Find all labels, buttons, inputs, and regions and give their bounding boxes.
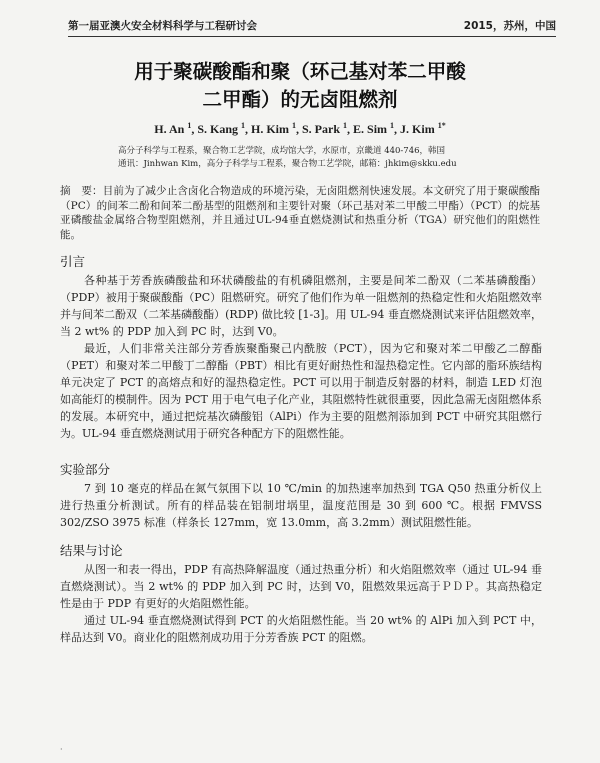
abstract-text: 目前为了减少止含卤化合物造成的环境污染，无卤阻燃剂快速发展。本文研究了用于聚碳酸酯（PC）的间苯二酚和间苯二酚基型的阻燃剂和主要针对聚（环己基对苯二甲酸二甲酯）（PCT）的烷基亚磷酸盐金属络合物型阻燃剂，并且通过UL-94垂直燃烧测试和热重分析（TGA）研究他们的阻燃性能。 — [60, 185, 541, 241]
affiliation-line: 高分子科学与工程系，聚合物工艺学院，成均馆大学，水原市，京畿道 440-746，韩国 — [118, 146, 446, 156]
correspondence-line: 通讯：Jinhwan Kim，高分子科学与工程系，聚合物工艺学院，邮箱：jhkim@skku.edu — [118, 159, 457, 169]
running-header — [68, 18, 556, 37]
paper-title — [100, 58, 500, 114]
conference-info: 2015，苏州，中国 — [463, 20, 556, 32]
page-mark: · — [60, 745, 63, 754]
author-list: H. An $^1$, S. Kang $^1$, H. Kim $^1$, S. Park $^1$, E. Sim $^1$, J. Kim $^{1*}$ — [154, 121, 446, 136]
author: H. An $^1$ — [154, 121, 192, 136]
title-line-2: 二甲酯）的无卤阻燃剂 — [202, 88, 398, 111]
title-line-1: 用于聚碳酸酯和聚（环己基对苯二甲酸 — [134, 60, 466, 83]
author: H. Kim $^1$ — [251, 121, 296, 136]
intro-paragraph-1: 各种基于芳香族磷酸盐和环状磷酸盐的有机磷阻燃剂，主要是间苯二酚双（二苯基磷酸酯）（PDP）被用于聚碳酸酯（PC）阻燃研究。研究了他们作为单一阻燃剂的热稳定性和火焰阻燃效率并与间苯二酚双（二苯基磷酸酯）(RDP) 做比较 [1-3]。用 UL-94 垂直燃烧测试来评估阻燃效率，当 2 wt% 的 PDP 加入到 PC 时，达到 V0。 — [60, 274, 542, 338]
author: J. Kim $^{1*}$ — [400, 121, 446, 136]
abstract — [60, 184, 540, 242]
author: E. Sim $^1$ — [353, 121, 395, 136]
abstract-label: 摘 要： — [60, 185, 103, 197]
author: S. Park $^1$ — [302, 121, 348, 136]
results-paragraph-2: 通过 UL-94 垂直燃烧测试得到 PCT 的火焰阻燃性能。当 20 wt% 的 AlPi 加入到 PCT 中，样品达到 V0。商业化的阻燃剂成功用于分芳香族 PCT 的阻燃。 — [60, 614, 542, 644]
section-heading-intro: 引言 — [60, 254, 86, 269]
conference-name: 第一届亚澳火安全材料科学与工程研讨会 — [68, 20, 257, 32]
intro-paragraph-2: 最近，人们非常关注部分芳香族聚酯聚己内酰胺（PCT），因为它和聚对苯二甲酸乙二醇酯（PET）和聚对苯二甲酸丁二醇酯（PBT）相比有更好耐热性和湿热稳定性。它内部的脂环族结构单元决定了 PCT 的高熔点和好的湿热稳定性。PCT 可以用于制造反射器的材料，制造 LED 灯泡如高能灯的模制件。因为 PCT 用于电气电子化产业，其阻燃特性就很重要，因此急需无卤阻燃体系的发展。本研究中，通过把烷基次磷酸铝（AlPi）作为主要的阻燃剂添加到 PCT 中研究其阻燃行为。UL-94 垂直燃烧测试用于研究各种配方下的阻燃性能。 — [60, 342, 542, 440]
section-heading-experimental: 实验部分 — [60, 462, 111, 477]
author: S. Kang $^1$ — [197, 121, 245, 136]
section-heading-results: 结果与讨论 — [60, 543, 123, 558]
results-paragraph-1: 从图一和表一得出，PDP 有高热降解温度（通过热重分析）和火焰阻燃效率（通过 UL-94 垂直燃烧测试）。当 2 wt% 的 PDP 加入到 PC 时，达到 V0，阻燃效果远高于ＰＤＰ。其高热稳定性是由于 PDP 有更好的火焰阻燃性能。 — [60, 563, 542, 610]
experimental-paragraph: 7 到 10 毫克的样品在氮气氛围下以 10 ℃/min 的加热速率加热到 TGA Q50 热重分析仪上进行热重分析测试。所有的样品装在铝制坩埚里，温度范围是 30 到 600 ℃。根据 FMVSS 302/ZSO 3975 标准（样条长 127mm，宽 13.0mm，高 3.2mm）测试阻燃性能。 — [60, 482, 542, 529]
